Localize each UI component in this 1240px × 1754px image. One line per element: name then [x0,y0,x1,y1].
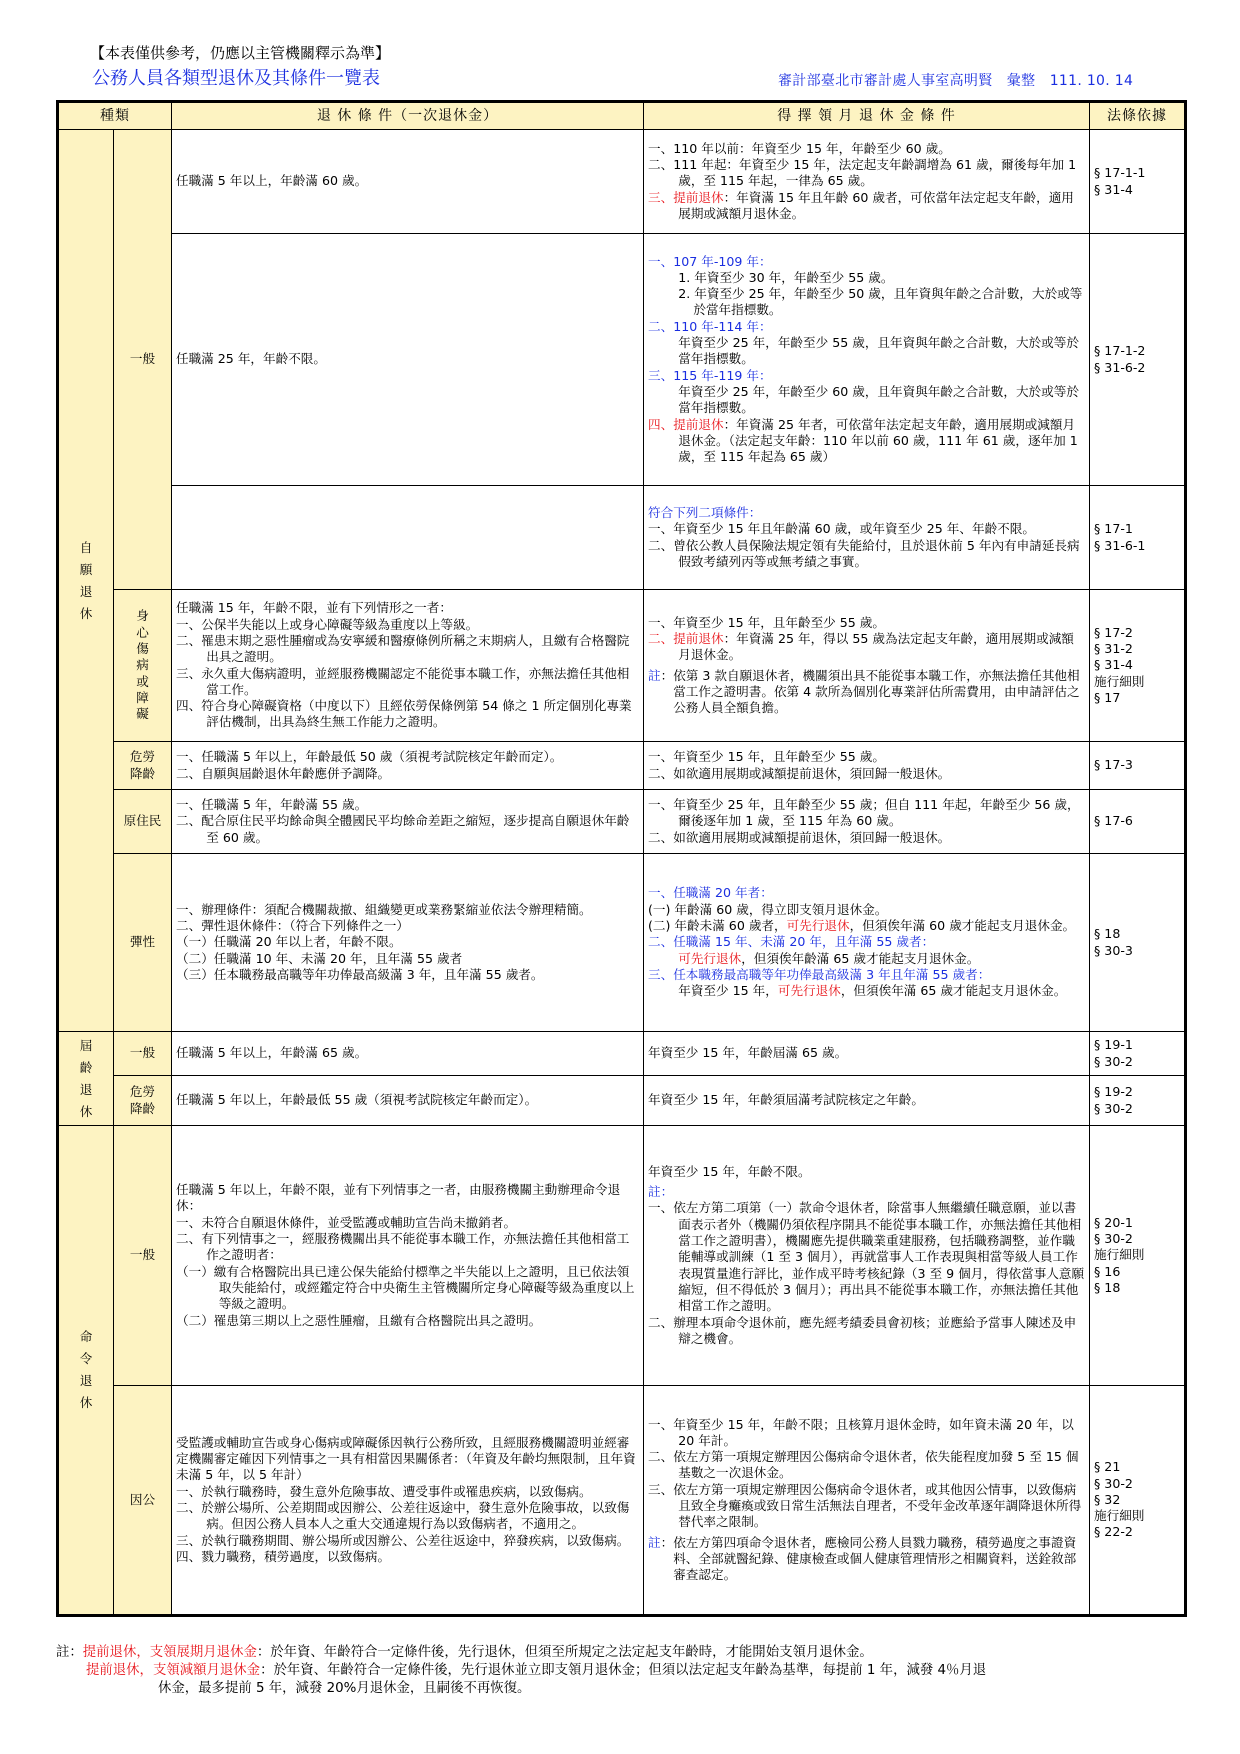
law-cell: § 17-1-2 § 31-6-2 [1090,234,1186,486]
sub-disability: 身心傷病或障礙 [114,590,172,742]
table-row [58,1126,1186,1386]
header-type: 種類 [58,102,172,130]
monthly-cell: 一、年資至少 15 年，年齡不限；且核算月退休金時，如年資未滿 20 年，以 20 年計。 二、依左方第一項規定辦理因公傷病命令退休者，依失能程度加發 5 至 15 個基數之一次退休金。 三、依左方第一項規定辦理因公傷病命令退休者，或其他因公情事，以致傷病且致全身癱瘓或致日常生活無法自理者，不受年金改革逐年調降退休所得替代率之限制。 註：依左方第四項命令退休者，應檢同公務人員戮力職務，積勞過度之事證資料、全部就醫紀錄、健康檢查或個人健康管理情形之相關資料，送銓敘部審查認定。 [644,1386,1090,1616]
law-cell: § 17-3 [1090,742,1186,790]
sub-indigenous: 原住民 [114,790,172,854]
lump-sum-cell: 受監護或輔助宣告或身心傷病或障礙係因執行公務所致，且經服務機關證明並經審定機關審定確因下列情事之一具有相當因果關係者：（年資及年齡均無限制，且年資未滿 5 年，以 5 年計） 一、於執行職務時，發生意外危險事故、遭受事件或罹患疾病，以致傷病。 二、於辦公場所、公差期間或因辦公、公差往返途中，發生意外危險事故，以致傷病。但因公務人員本人之重大交通違規行為以致傷病者，不適用之。 三、於執行職務期間、辦公場所或因辦公、公差往返途中，猝發疾病，以致傷病。 四、戮力職務，積勞過度，以致傷病。 [172,1386,644,1616]
sub-general: 一般 [114,130,172,590]
retirement-conditions-table [56,100,1187,1617]
sub-general: 一般 [114,1032,172,1076]
table-row [58,486,1186,590]
monthly-cell: 一、年資至少 15 年，且年齡至少 55 歲。 二、如欲適用展期或減額提前退休，須回歸一般退休。 [644,742,1090,790]
lump-sum-cell [172,486,644,590]
sub-hazardous: 危勞降齡 [114,1076,172,1126]
law-cell: § 19-1 § 30-2 [1090,1032,1186,1076]
law-cell: § 19-2 § 30-2 [1090,1076,1186,1126]
sub-flexible: 彈性 [114,854,172,1032]
monthly-cell: 一、任職滿 20 年者： (一) 年齡滿 60 歲，得立即支領月退休金。 (二) 年齡未滿 60 歲者，可先行退休，但須俟年滿 60 歲才能起支月退休金。 二、任職滿 15 年、未滿 20 年，且年滿 55 歲者： 可先行退休，但須俟年齡滿 65 歲才能起支月退休金。 三、任本職務最高職等年功俸最高級滿 3 年且年滿 55 歲者： 年資至少 15 年，可先行退休，但須俟年滿 65 歲才能起支月退休金。 [644,854,1090,1032]
monthly-cell: 年資至少 15 年，年齡須屆滿考試院核定之年齡。 [644,1076,1090,1126]
lump-sum-cell: 一、任職滿 5 年，年齡滿 55 歲。 二、配合原住民平均餘命與全體國民平均餘命差距之縮短，逐步提高自願退休年齡至 60 歲。 [172,790,644,854]
law-cell: § 20-1 § 30-2 施行細則 § 16 § 18 [1090,1126,1186,1386]
lump-sum-cell: 任職滿 5 年以上，年齡滿 65 歲。 [172,1032,644,1076]
table-row [58,854,1186,1032]
monthly-cell: 年資至少 15 年，年齡屆滿 65 歲。 [644,1032,1090,1076]
table-row [58,234,1186,486]
law-cell: § 18 § 30-3 [1090,854,1186,1032]
monthly-cell: 一、年資至少 15 年，且年齡至少 55 歲。 二、提前退休：年資滿 25 年，得以 55 歲為法定起支年齡，適用展期或減額月退休金。 註：依第 3 款自願退休者，機關須出具不能從事本職工作，亦無法擔任其他相當工作之證明書。依第 4 款所為個別化專業評估所需費用，由申請評估之公務人員全額負擔。 [644,590,1090,742]
table-row [58,1386,1186,1616]
table-row [58,742,1186,790]
monthly-cell: 符合下列二項條件： 一、年資至少 15 年且年齡滿 60 歲，或年資至少 25 年、年齡不限。 二、曾依公教人員保險法規定領有失能給付，且於退休前 5 年內有申請延長病假致考績列丙等或無考績之事實。 [644,486,1090,590]
table-header-row [58,102,1186,130]
table-row [58,130,1186,234]
category-mandatory-age: 屆齡退休 [58,1032,114,1126]
monthly-cell: 一、107 年-109 年： 1. 年資至少 30 年，年齡至少 55 歲。 2. 年資至少 25 年，年齡至少 50 歲，且年資與年齡之合計數，大於或等於當年指標數。 二、110 年-114 年： 年資至少 25 年，年齡至少 55 歲，且年資與年齡之合計數，大於或等於當年指標數。 三、115 年-119 年： 年資至少 25 年，年齡至少 60 歲，且年資與年齡之合計數，大於或等於當年指標數。 四、提前退休：年資滿 25 年者，可依當年法定起支年齡，適用展期或減額月退休金。（法定起支年齡：110 年以前 60 歲，111 年 61 歲，逐年加 1 歲，至 115 年起為 65 歲） [644,234,1090,486]
compiler-credit: 審計部臺北市審計處人事室高明賢 彙整 111. 10. 14 [778,73,1134,89]
header-law: 法條依據 [1090,102,1186,130]
sub-hazardous: 危勞降齡 [114,742,172,790]
law-cell: § 21 § 30-2 § 32 施行細則 § 22-2 [1090,1386,1186,1616]
lump-sum-cell: 一、辦理條件：須配合機關裁撤、組織變更或業務緊縮並依法令辦理精簡。 二、彈性退休條件：（符合下列條件之一） （一）任職滿 20 年以上者，年齡不限。 （二）任職滿 10 年、未滿 20 年，且年滿 55 歲者 （三）任本職務最高職等年功俸最高級滿 3 年，且年滿 55 歲者。 [172,854,644,1032]
document-title: 公務人員各類型退休及其條件一覽表 [92,68,380,89]
footnote: 註：提前退休，支領展期月退休金：於年資、年齡符合一定條件後，先行退休，但須至所規定之法定起支年齡時，才能開始支領月退休金。 提前退休，支領減額月退休金：於年資、年齡符合一定條件後，先行退休並立即支領月退休金；但須以法定起支年齡為基準，每提前 1 年，減發 4％月退 休金，最多提前 5 年，減發 20%月退休金，且嗣後不再恢復。 [56,1645,987,1696]
lump-sum-cell: 任職滿 25 年，年齡不限。 [172,234,644,486]
law-cell: § 17-1-1 § 31-4 [1090,130,1186,234]
law-cell: § 17-1 § 31-6-1 [1090,486,1186,590]
lump-sum-cell: 任職滿 5 年以上，年齡最低 55 歲（須視考試院核定年齡而定）。 [172,1076,644,1126]
disclaimer-note: 【本表僅供參考，仍應以主管機關釋示為準】 [90,44,391,62]
lump-sum-cell: 任職滿 5 年以上，年齡不限，並有下列情事之一者，由服務機關主動辦理命令退休： 一、未符合自願退休條件，並受監護或輔助宣告尚未撤銷者。 二、有下列情事之一，經服務機關出具不能從事本職工作，亦無法擔任其他相當工作之證明者： （一）繳有合格醫院出具已達公保失能給付標準之半失能以上之證明，且已依法領取失能給付，或經鑑定符合中央衛生主管機關所定身心障礙等級為重度以上等級之證明。 （二）罹患第三期以上之惡性腫瘤，且繳有合格醫院出具之證明。 [172,1126,644,1386]
lump-sum-cell: 任職滿 5 年以上，年齡滿 60 歲。 [172,130,644,234]
sub-public-injury: 因公 [114,1386,172,1616]
monthly-cell: 一、年資至少 25 年，且年齡至少 55 歲；但自 111 年起，年齡至少 56 歲，爾後逐年加 1 歲，至 115 年為 60 歲。 二、如欲適用展期或減額提前退休，須回歸一般退休。 [644,790,1090,854]
table-row [58,790,1186,854]
sub-general: 一般 [114,1126,172,1386]
table-row [58,1076,1186,1126]
category-ordered: 命令退休 [58,1126,114,1616]
monthly-cell: 一、110 年以前：年資至少 15 年，年齡至少 60 歲。 二、111 年起：年資至少 15 年，法定起支年齡調增為 61 歲，爾後每年加 1 歲，至 115 年起，一律為 65 歲。 三、提前退休：年資滿 15 年且年齡 60 歲者，可依當年法定起支年齡，適用展期或減額月退休金。 [644,130,1090,234]
header-monthly: 得 擇 領 月 退 休 金 條 件 [644,102,1090,130]
lump-sum-cell: 任職滿 15 年，年齡不限，並有下列情形之一者： 一、公保半失能以上或身心障礙等級為重度以上等級。 二、罹患末期之惡性腫瘤或為安寧緩和醫療條例所稱之末期病人，且繳有合格醫院出具之證明。 三、永久重大傷病證明，並經服務機關認定不能從事本職工作，亦無法擔任其他相當工作。 四、符合身心障礙資格（中度以下）且經依勞保條例第 54 條之 1 所定個別化專業評估機制，出具為終生無工作能力之證明。 [172,590,644,742]
table-row [58,590,1186,742]
monthly-cell: 年資至少 15 年，年齡不限。 註： 一、依左方第二項第（一）款命令退休者，除當事人無繼續任職意願，並以書面表示者外（機關仍須依程序開具不能從事本職工作，亦無法擔任其他相當工作之證明書），機關應先提供職業重建服務，包括職務調整，並作職能輔導或訓練（1 至 3 個月），再就當事人工作表現與相當等級人員工作表現質量進行評比，並作成平時考核紀錄（3 至 9 個月，得依當事人意願縮短，但不得低於 3 個月）；再出具不能從事本職工作，亦無法擔任其他相當工作之證明。 二、辦理本項命令退休前，應先經考績委員會初核；並應給予當事人陳述及申辯之機會。 [644,1126,1090,1386]
category-voluntary: 自願退休 [58,130,114,1032]
header-lump-sum: 退 休 條 件（一次退休金） [172,102,644,130]
law-cell: § 17-6 [1090,790,1186,854]
lump-sum-cell: 一、任職滿 5 年以上，年齡最低 50 歲（須視考試院核定年齡而定）。 二、自願與屆齡退休年齡應併予調降。 [172,742,644,790]
table-row [58,1032,1186,1076]
law-cell: § 17-2 § 31-2 § 31-4 施行細則 § 17 [1090,590,1186,742]
